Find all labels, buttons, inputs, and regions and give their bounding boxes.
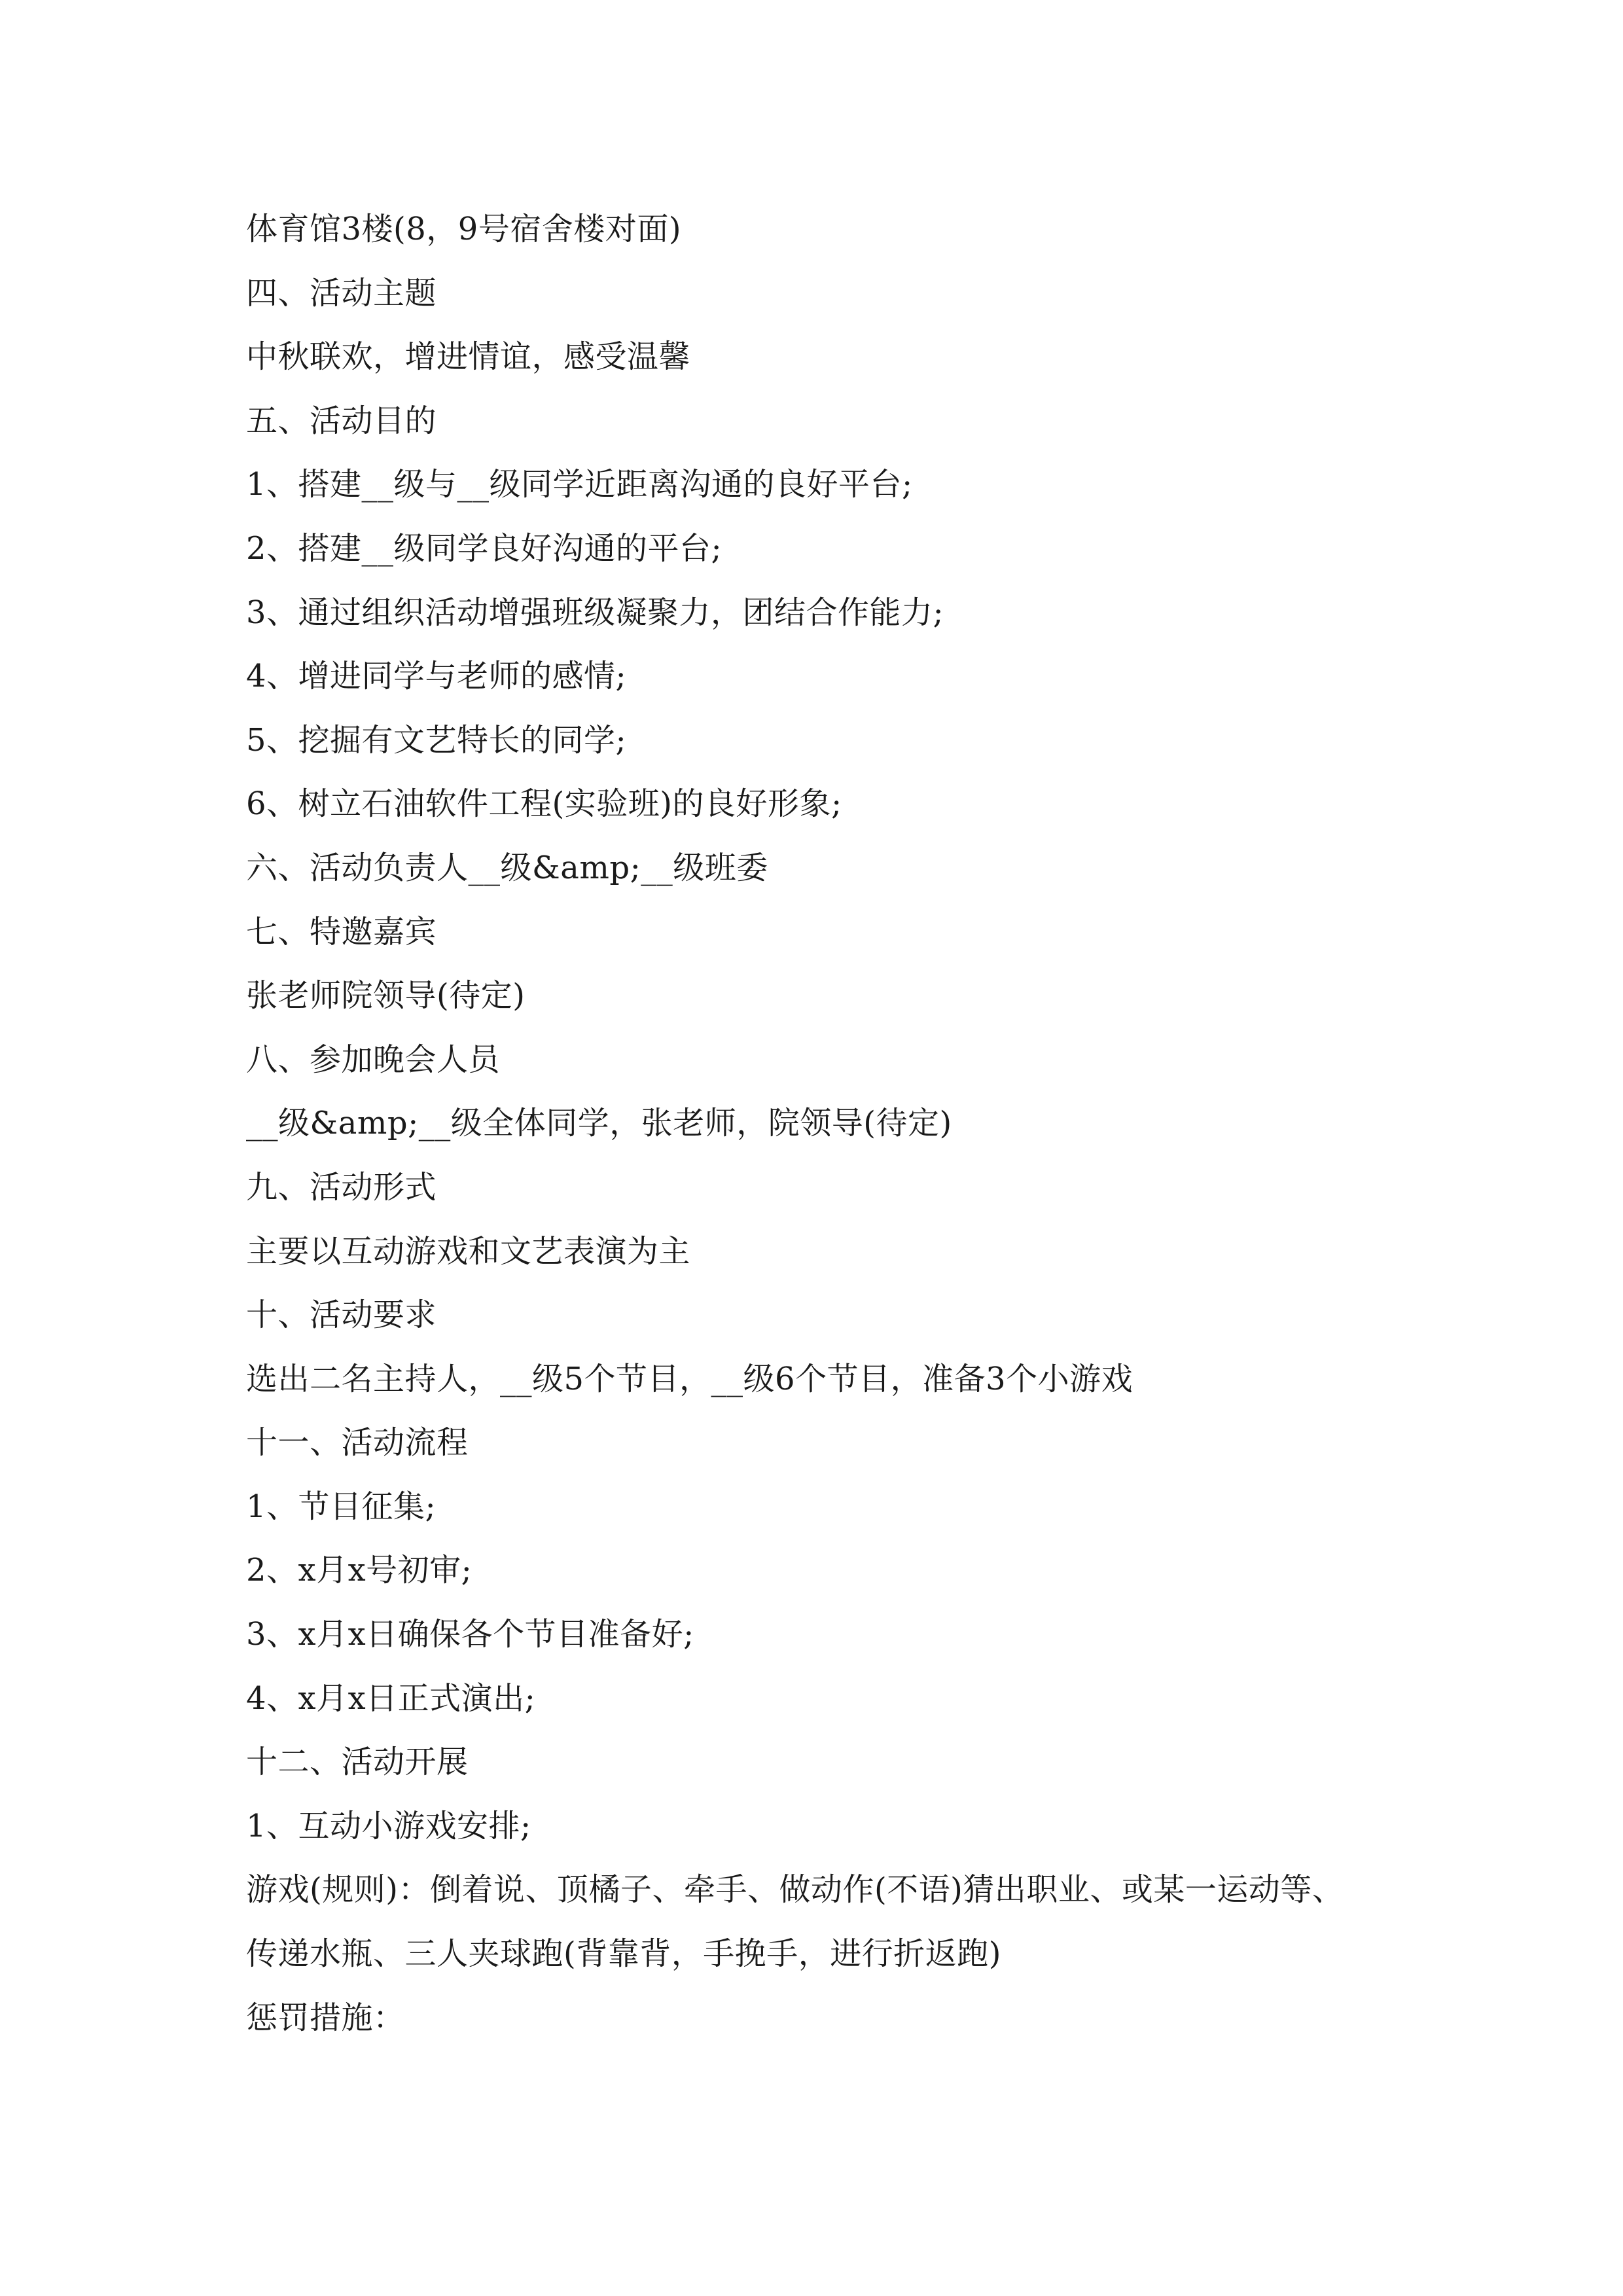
section-heading-requirements: 十、活动要求 (246, 1297, 437, 1334)
section-heading-guests: 七、特邀嘉宾 (246, 913, 437, 950)
section-heading-purpose: 五、活动目的 (246, 402, 437, 439)
process-item: 3、x月x日确保各个节目准备好; (246, 1616, 694, 1653)
guests-text: 张老师院领导(待定) (246, 977, 526, 1014)
section-heading-process: 十一、活动流程 (246, 1424, 469, 1462)
section-heading-attendees: 八、参加晚会人员 (246, 1041, 501, 1078)
process-item: 1、节目征集; (246, 1488, 437, 1525)
section-heading-organizer: 六、活动负责人__级&amp;__级班委 (246, 849, 768, 886)
game-rules-text: 游戏(规则)：倒着说、顶橘子、牵手、做动作(不语)猜出职业、或某一运动等、 (246, 1871, 1344, 1909)
format-text: 主要以互动游戏和文艺表演为主 (246, 1232, 691, 1270)
penalty-label: 惩罚措施： (246, 1999, 405, 2036)
section-heading-format: 九、活动形式 (246, 1168, 437, 1206)
attendees-text: __级&amp;__级全体同学，张老师，院领导(待定) (246, 1105, 952, 1142)
theme-text: 中秋联欢，增进情谊，感受温馨 (246, 338, 691, 376)
section-heading-theme: 四、活动主题 (246, 274, 437, 312)
purpose-item: 6、树立石油软件工程(实验班)的良好形象; (246, 785, 842, 823)
location-text: 体育馆3楼(8，9号宿舍楼对面) (246, 211, 682, 247)
game-rules-text-continued: 传递水瓶、三人夹球跑(背靠背，手挽手，进行折返跑) (246, 1935, 1001, 1973)
activities-item: 1、互动小游戏安排; (246, 1807, 531, 1844)
purpose-item: 1、搭建__级与__级同学近距离沟通的良好平台; (246, 466, 913, 503)
document-body (246, 198, 1463, 2050)
purpose-item: 2、搭建__级同学良好沟通的平台; (246, 529, 722, 567)
process-item: 2、x月x号初审; (246, 1552, 473, 1589)
process-item: 4、x月x日正式演出; (246, 1679, 536, 1717)
purpose-item: 4、增进同学与老师的感情; (246, 658, 627, 695)
purpose-item: 5、挖掘有文艺特长的同学; (246, 721, 627, 759)
requirements-text: 选出二名主持人，__级5个节目，__级6个节目，准备3个小游戏 (246, 1360, 1133, 1397)
purpose-item: 3、通过组织活动增强班级凝聚力，团结合作能力; (246, 594, 944, 631)
section-heading-activities: 十二、活动开展 (246, 1744, 469, 1781)
